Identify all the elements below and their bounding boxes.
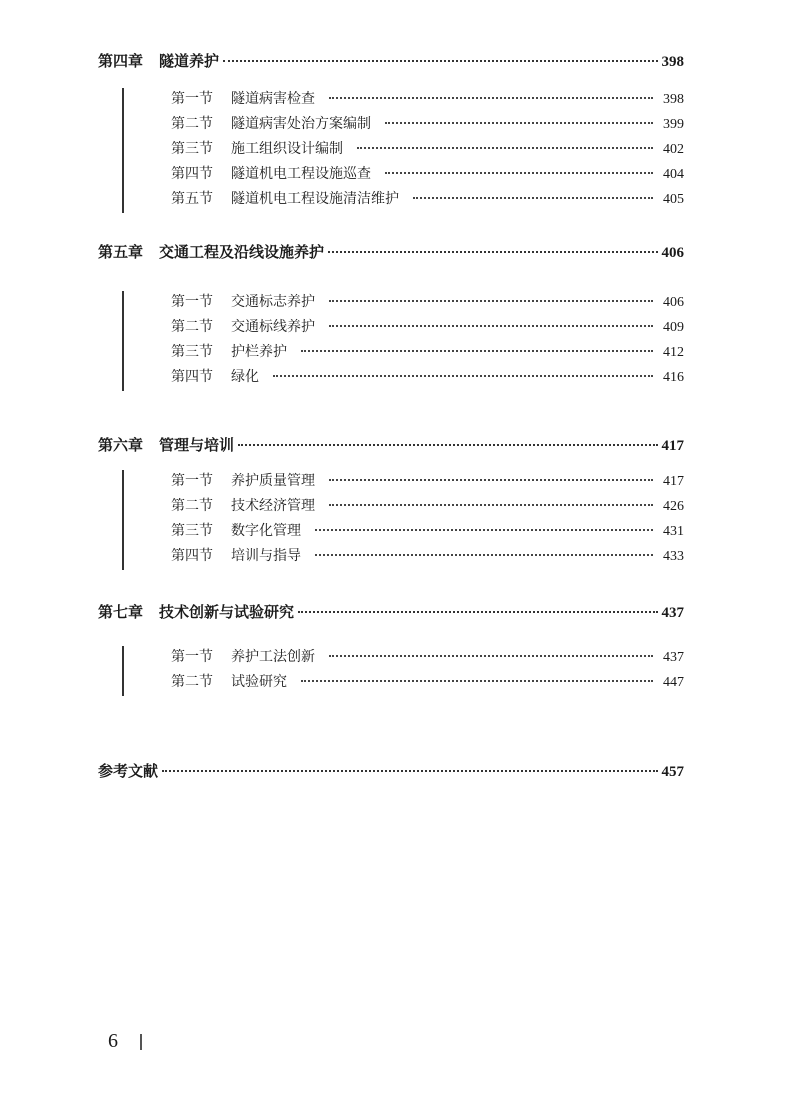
dot-leader <box>328 251 657 253</box>
dot-leader <box>315 529 653 531</box>
chapter-heading <box>98 434 684 458</box>
section-title: 交通标志养护 <box>231 294 315 310</box>
toc-chapter <box>98 241 684 391</box>
footer-divider <box>140 1034 142 1050</box>
section-title: 试验研究 <box>231 674 287 690</box>
section-page: 406 <box>663 295 684 310</box>
section-title: 技术经济管理 <box>231 498 315 514</box>
section-title: 培训与指导 <box>231 548 301 564</box>
section-bracket-line <box>122 646 124 696</box>
section-page: 417 <box>663 474 684 489</box>
dot-leader <box>329 504 653 506</box>
chapter-page: 398 <box>661 54 684 70</box>
section-number: 第四节 <box>171 166 213 182</box>
section-entry <box>98 113 684 138</box>
chapter-title: 技术创新与试验研究 <box>159 603 295 621</box>
section-number: 第二节 <box>171 319 213 335</box>
section-number: 第五节 <box>171 191 213 207</box>
dot-leader <box>329 97 653 99</box>
section-page: 416 <box>663 370 684 385</box>
section-entry <box>98 163 684 188</box>
section-title: 养护质量管理 <box>231 473 315 489</box>
section-page: 431 <box>663 524 684 539</box>
section-page: 405 <box>663 192 684 207</box>
references-title: 参考文献 <box>98 762 159 780</box>
dot-leader <box>413 197 653 199</box>
section-entry <box>98 88 684 113</box>
section-list <box>98 88 684 213</box>
section-list <box>98 470 684 570</box>
chapter-title: 交通工程及沿线设施养护 <box>159 243 325 261</box>
section-entry <box>98 470 684 495</box>
section-entry <box>98 316 684 341</box>
section-number: 第一节 <box>171 473 213 489</box>
section-bracket-line <box>122 291 124 391</box>
dot-leader <box>385 122 653 124</box>
section-bracket-line <box>122 470 124 570</box>
dot-leader <box>273 375 653 377</box>
section-page: 404 <box>663 167 684 182</box>
chapter-number: 第五章 <box>98 243 144 261</box>
section-number: 第一节 <box>171 649 213 665</box>
section-title: 交通标线养护 <box>231 319 315 335</box>
section-entry <box>98 291 684 316</box>
section-entry <box>98 520 684 545</box>
section-list <box>98 291 684 391</box>
dot-leader <box>301 680 653 682</box>
section-entry <box>98 671 684 696</box>
section-number: 第四节 <box>171 369 213 385</box>
section-title: 隧道病害检查 <box>231 91 315 107</box>
section-entry <box>98 138 684 163</box>
chapter-page: 417 <box>661 438 684 454</box>
dot-leader <box>329 300 653 302</box>
chapter-heading <box>98 601 684 625</box>
page-footer <box>108 1030 142 1053</box>
section-number: 第二节 <box>171 498 213 514</box>
section-entry <box>98 366 684 391</box>
section-page: 402 <box>663 142 684 157</box>
section-number: 第二节 <box>171 674 213 690</box>
chapter-heading <box>98 241 684 265</box>
section-number: 第一节 <box>171 294 213 310</box>
section-page: 426 <box>663 499 684 514</box>
section-title: 隧道病害处治方案编制 <box>231 116 371 132</box>
chapter-page: 406 <box>661 245 684 261</box>
chapter-heading <box>98 50 684 74</box>
section-bracket-line <box>122 88 124 213</box>
page-number: 6 <box>108 1030 118 1052</box>
section-number: 第三节 <box>171 344 213 360</box>
section-page: 399 <box>663 117 684 132</box>
section-number: 第二节 <box>171 116 213 132</box>
references-page: 457 <box>661 764 684 780</box>
chapter-title: 隧道养护 <box>159 52 220 70</box>
section-number: 第三节 <box>171 523 213 539</box>
section-entry <box>98 545 684 570</box>
section-page: 433 <box>663 549 684 564</box>
chapter-number: 第六章 <box>98 436 144 454</box>
dot-leader <box>301 350 653 352</box>
dot-leader <box>315 554 653 556</box>
toc-references <box>98 760 684 784</box>
toc-chapter <box>98 601 684 696</box>
section-title: 养护工法创新 <box>231 649 315 665</box>
section-entry <box>98 495 684 520</box>
chapter-number: 第七章 <box>98 603 144 621</box>
dot-leader <box>329 325 653 327</box>
section-page: 409 <box>663 320 684 335</box>
dot-leader <box>329 655 653 657</box>
references-heading <box>98 760 684 784</box>
section-list <box>98 646 684 696</box>
section-title: 绿化 <box>231 369 259 385</box>
section-entry <box>98 188 684 213</box>
dot-leader <box>385 172 653 174</box>
dot-leader <box>223 60 657 62</box>
section-title: 隧道机电工程设施清洁维护 <box>231 191 399 207</box>
dot-leader <box>238 444 657 446</box>
section-page: 398 <box>663 92 684 107</box>
section-number: 第四节 <box>171 548 213 564</box>
chapter-number: 第四章 <box>98 52 144 70</box>
chapter-title: 管理与培训 <box>159 436 235 454</box>
section-page: 437 <box>663 650 684 665</box>
section-page: 447 <box>663 675 684 690</box>
section-entry <box>98 646 684 671</box>
section-title: 施工组织设计编制 <box>231 141 343 157</box>
dot-leader <box>162 770 657 772</box>
section-number: 第三节 <box>171 141 213 157</box>
section-title: 护栏养护 <box>231 344 287 360</box>
section-entry <box>98 341 684 366</box>
section-title: 数字化管理 <box>231 523 301 539</box>
dot-leader <box>329 479 653 481</box>
section-page: 412 <box>663 345 684 360</box>
toc-chapter <box>98 434 684 570</box>
dot-leader <box>357 147 653 149</box>
section-title: 隧道机电工程设施巡查 <box>231 166 371 182</box>
toc-chapter <box>98 50 684 213</box>
chapter-page: 437 <box>661 605 684 621</box>
section-number: 第一节 <box>171 91 213 107</box>
dot-leader <box>298 611 657 613</box>
